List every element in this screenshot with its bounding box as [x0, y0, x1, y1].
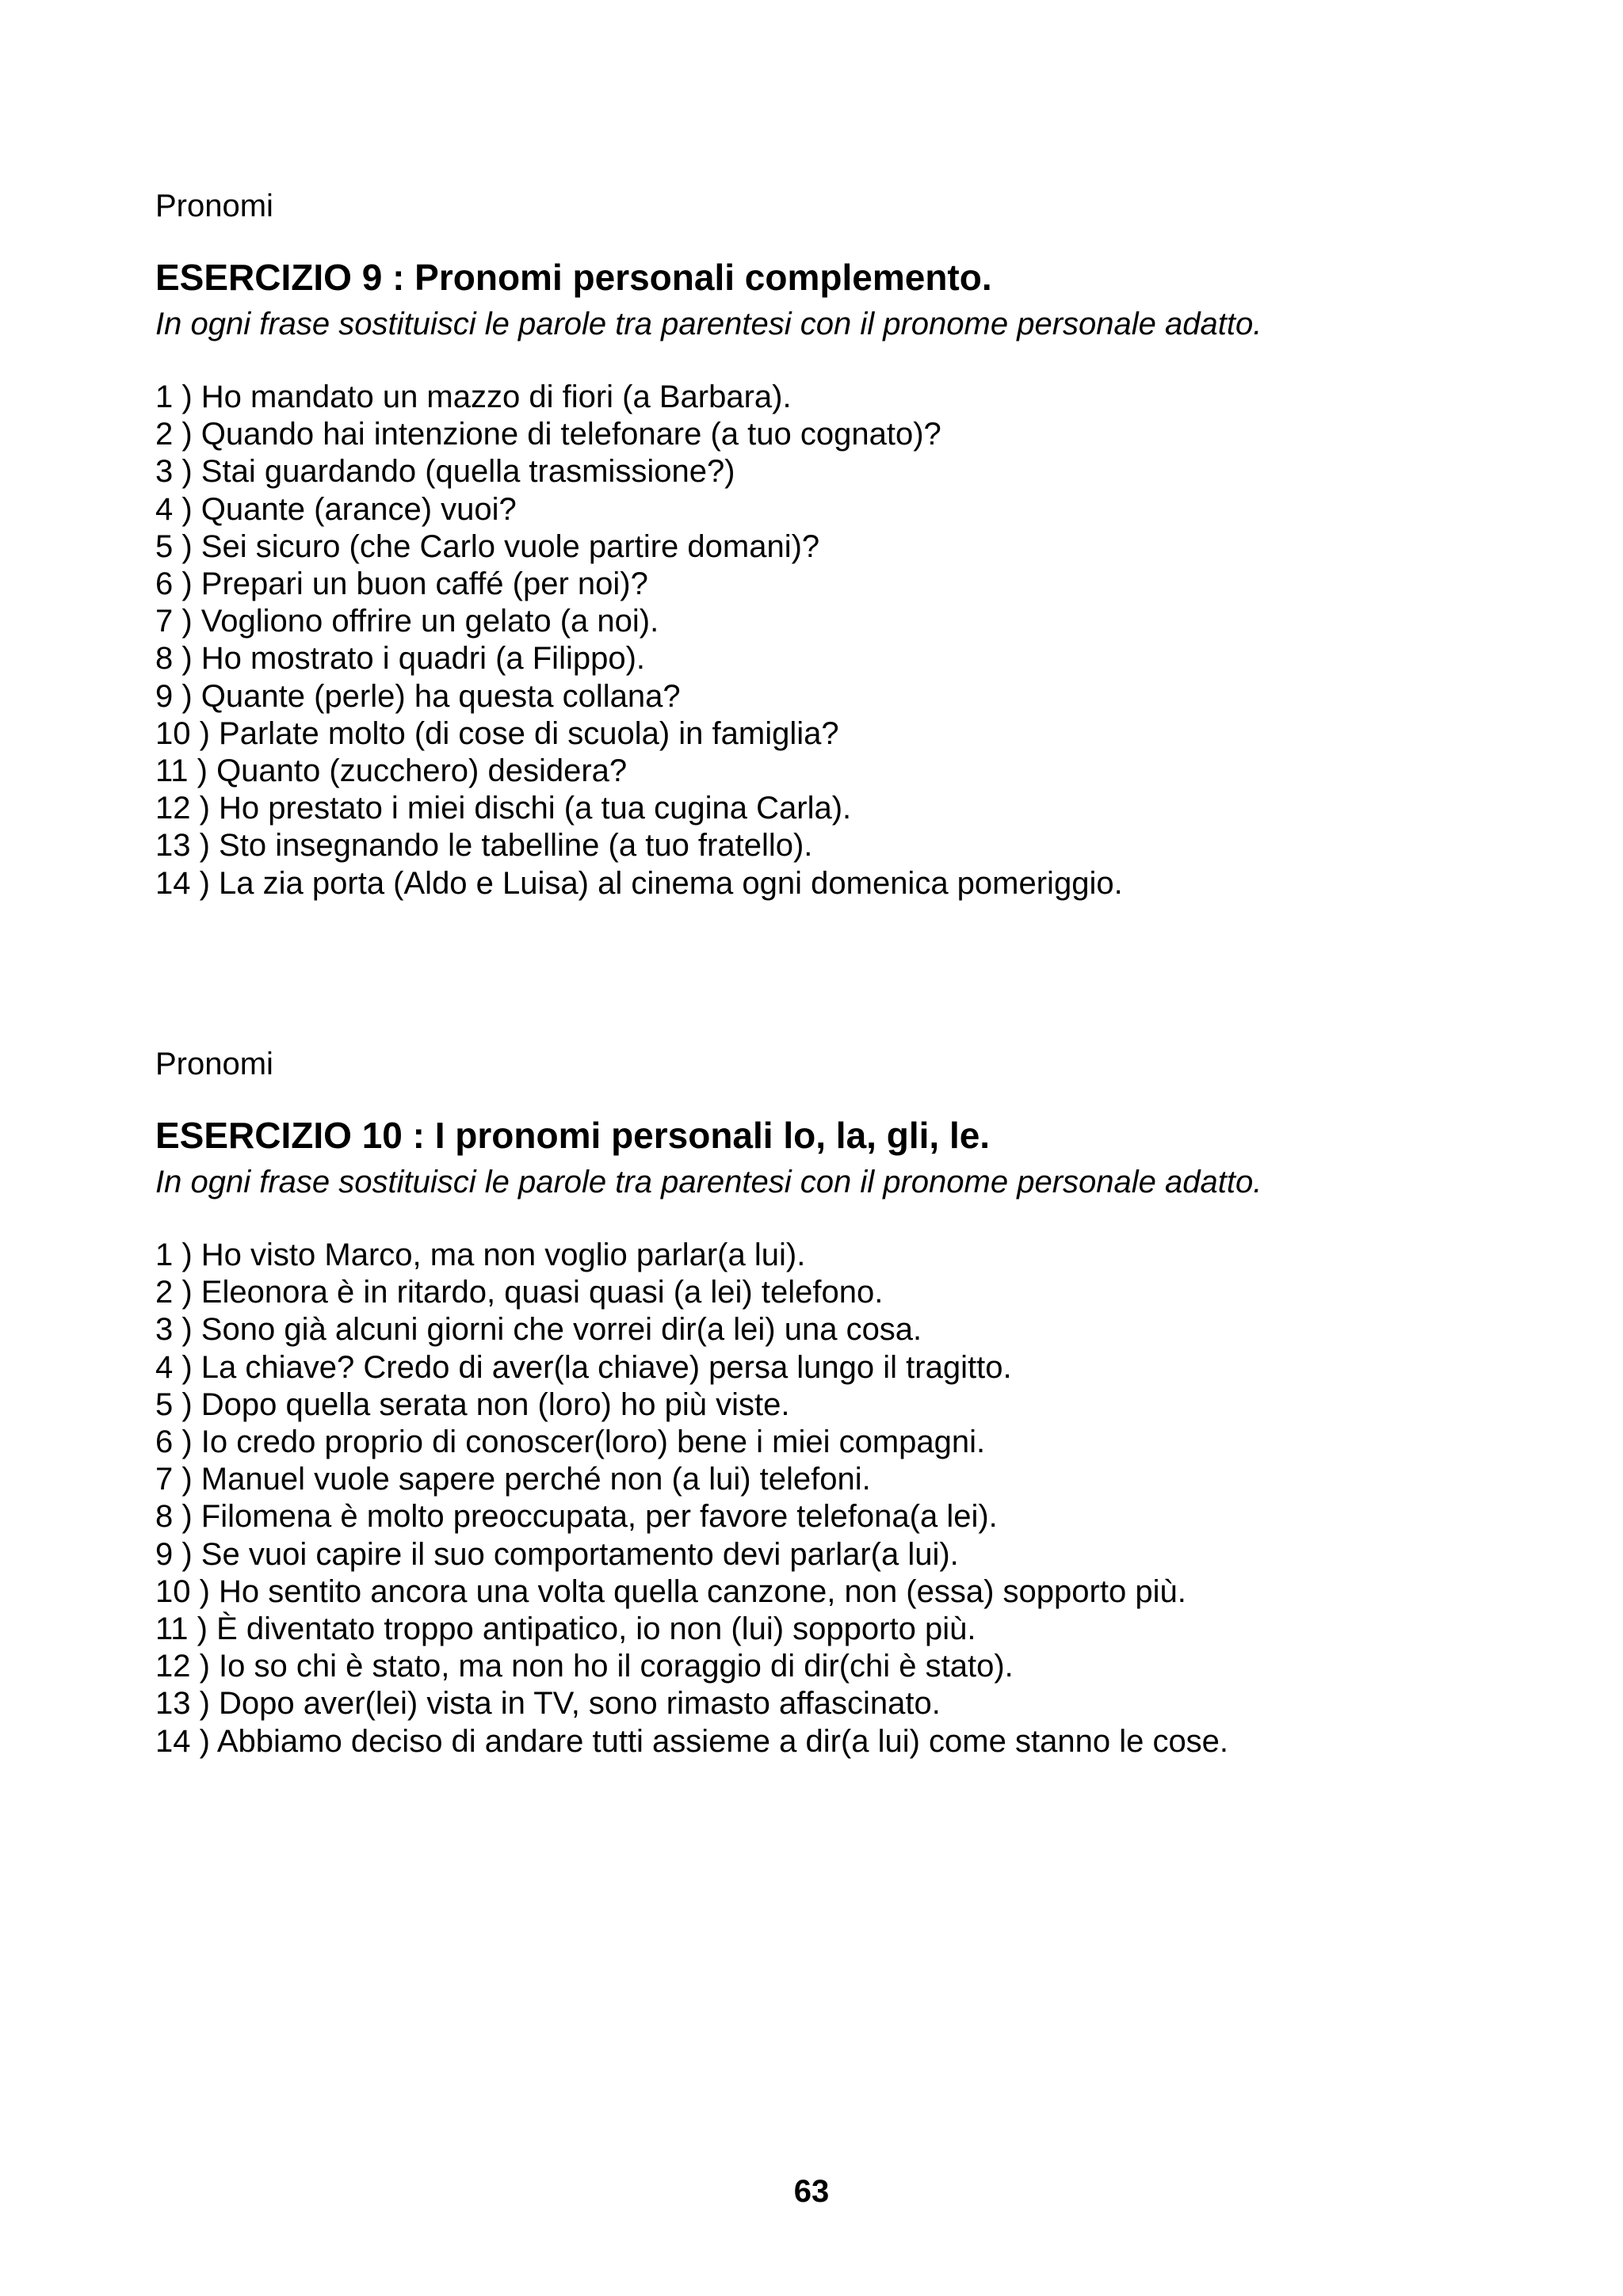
exercise-title: ESERCIZIO 10 : I pronomi personali lo, la, gli, le.	[155, 1115, 991, 1156]
exercise-item: 1 ) Ho visto Marco, ma non voglio parlar(a lui).	[155, 1238, 806, 1272]
exercise-item: 11 ) È diventato troppo antipatico, io non (lui) sopporto più.	[155, 1611, 976, 1647]
exercise-item: 12 ) Io so chi è stato, ma non ho il coraggio di dir(chi è stato).	[155, 1649, 1014, 1684]
exercise-item: 14 ) Abbiamo deciso di andare tutti assieme a dir(a lui) come stanno le cose.	[155, 1723, 1229, 1759]
exercise-item: 2 ) Quando hai intenzione di telefonare (a tuo cognato)?	[155, 417, 941, 452]
section-category: Pronomi	[155, 1047, 273, 1081]
exercise-item: 3 ) Sono già alcuni giorni che vorrei dir(a lei) una cosa.	[155, 1312, 922, 1348]
section-category: Pronomi	[155, 189, 273, 223]
exercise-10-section	[155, 1045, 1503, 1760]
exercise-item: 9 ) Quante (perle) ha questa collana?	[155, 678, 681, 714]
exercise-item: 7 ) Manuel vuole sapere perché non (a lui) telefoni.	[155, 1462, 871, 1497]
exercise-item: 8 ) Ho mostrato i quadri (a Filippo).	[155, 641, 646, 677]
exercise-item: 5 ) Sei sicuro (che Carlo vuole partire domani)?	[155, 528, 820, 564]
exercise-instructions: In ogni frase sostituisci le parole tra parentesi con il pronome personale adatto.	[155, 307, 1262, 341]
exercise-item: 13 ) Dopo aver(lei) vista in TV, sono rimasto affascinato.	[155, 1686, 941, 1722]
exercise-item: 9 ) Se vuoi capire il suo comportamento devi parlar(a lui).	[155, 1536, 959, 1572]
exercise-item-list	[155, 379, 1503, 902]
exercise-item: 6 ) Prepari un buon caffé (per noi)?	[155, 566, 648, 602]
exercise-item: 4 ) Quante (arance) vuoi?	[155, 491, 517, 527]
exercise-item: 13 ) Sto insegnando le tabelline (a tuo fratello).	[155, 828, 813, 864]
exercise-item: 14 ) La zia porta (Aldo e Luisa) al cinema ogni domenica pomeriggio.	[155, 865, 1123, 901]
exercise-item: 12 ) Ho prestato i miei dischi (a tua cugina Carla).	[155, 791, 852, 826]
exercise-item: 10 ) Parlate molto (di cose di scuola) in famiglia?	[155, 715, 839, 751]
exercise-item: 2 ) Eleonora è in ritardo, quasi quasi (a lei) telefono.	[155, 1275, 884, 1310]
exercise-instructions: In ogni frase sostituisci le parole tra parentesi con il pronome personale adatto.	[155, 1165, 1262, 1199]
exercise-item: 5 ) Dopo quella serata non (loro) ho più viste.	[155, 1386, 790, 1422]
exercise-item: 10 ) Ho sentito ancora una volta quella canzone, non (essa) sopporto più.	[155, 1573, 1186, 1609]
exercise-title: ESERCIZIO 9 : Pronomi personali complemento.	[155, 257, 992, 298]
exercise-item-list	[155, 1237, 1503, 1760]
exercise-item: 8 ) Filomena è molto preoccupata, per favore telefona(a lei).	[155, 1499, 998, 1535]
exercise-item: 4 ) La chiave? Credo di aver(la chiave) persa lungo il tragitto.	[155, 1349, 1012, 1385]
exercise-9-section	[155, 187, 1503, 902]
exercise-item: 7 ) Vogliono offrire un gelato (a noi).	[155, 604, 659, 639]
exercise-item: 3 ) Stai guardando (quella trasmissione?)	[155, 454, 735, 490]
exercise-item: 11 ) Quanto (zucchero) desidera?	[155, 753, 628, 789]
exercise-item: 6 ) Io credo proprio di conoscer(loro) bene i miei compagni.	[155, 1425, 986, 1460]
page-number: 63	[793, 2174, 830, 2209]
exercise-item: 1 ) Ho mandato un mazzo di fiori (a Barbara).	[155, 379, 792, 414]
